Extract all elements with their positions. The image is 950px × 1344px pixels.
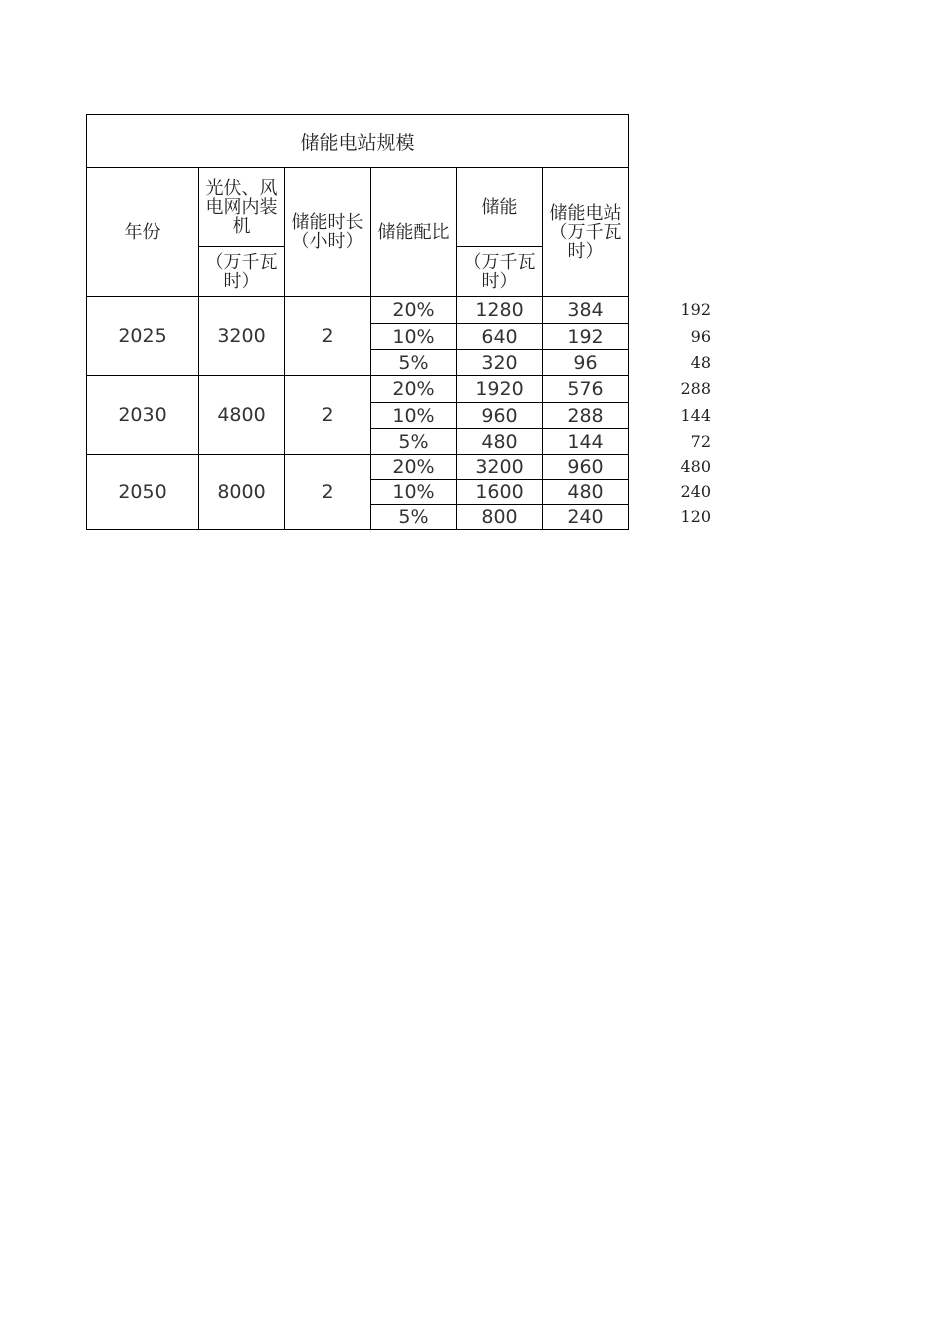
- cell-storage: 1600: [457, 480, 543, 505]
- side-value: 48: [690, 353, 711, 372]
- cell-station: 192: [543, 324, 629, 350]
- header-station: 储能电站（万千瓦时）: [543, 168, 629, 297]
- cell-station: 960: [543, 455, 629, 480]
- cell-storage: 3200: [457, 455, 543, 480]
- header-storage-unit: （万千瓦时）: [457, 247, 543, 297]
- cell-year: 2030: [87, 376, 199, 455]
- header-duration: 储能时长（小时）: [285, 168, 371, 297]
- cell-duration: 2: [285, 455, 371, 530]
- cell-station: 240: [543, 505, 629, 530]
- side-value: 192: [680, 300, 711, 319]
- cell-ratio: 5%: [371, 429, 457, 455]
- side-value: 144: [680, 406, 711, 425]
- cell-storage: 800: [457, 505, 543, 530]
- cell-station: 384: [543, 297, 629, 324]
- storage-scale-table: [86, 114, 629, 530]
- cell-storage: 1280: [457, 297, 543, 324]
- side-value: 480: [680, 457, 711, 476]
- side-value: 120: [680, 507, 711, 526]
- cell-ratio: 20%: [371, 455, 457, 480]
- cell-ratio: 20%: [371, 376, 457, 403]
- cell-duration: 2: [285, 376, 371, 455]
- cell-storage: 320: [457, 350, 543, 376]
- header-capacity: 光伏、风电网内装机: [199, 168, 285, 247]
- cell-ratio: 10%: [371, 480, 457, 505]
- table-title: 储能电站规模: [87, 115, 629, 168]
- header-year: 年份: [87, 168, 199, 297]
- cell-station: 144: [543, 429, 629, 455]
- side-value: 72: [690, 432, 711, 451]
- cell-ratio: 10%: [371, 403, 457, 429]
- cell-station: 576: [543, 376, 629, 403]
- cell-capacity: 8000: [199, 455, 285, 530]
- header-storage: 储能: [457, 168, 543, 247]
- cell-storage: 640: [457, 324, 543, 350]
- cell-storage: 960: [457, 403, 543, 429]
- side-value: 288: [680, 379, 711, 398]
- cell-ratio: 5%: [371, 350, 457, 376]
- cell-duration: 2: [285, 297, 371, 376]
- cell-capacity: 4800: [199, 376, 285, 455]
- cell-storage: 1920: [457, 376, 543, 403]
- cell-ratio: 5%: [371, 505, 457, 530]
- cell-year: 2050: [87, 455, 199, 530]
- cell-station: 480: [543, 480, 629, 505]
- cell-ratio: 10%: [371, 324, 457, 350]
- cell-capacity: 3200: [199, 297, 285, 376]
- header-ratio: 储能配比: [371, 168, 457, 297]
- side-value: 96: [690, 327, 711, 346]
- cell-station: 96: [543, 350, 629, 376]
- cell-station: 288: [543, 403, 629, 429]
- cell-storage: 480: [457, 429, 543, 455]
- cell-ratio: 20%: [371, 297, 457, 324]
- cell-year: 2025: [87, 297, 199, 376]
- side-value: 240: [680, 482, 711, 501]
- header-capacity-unit: （万千瓦时）: [199, 247, 285, 297]
